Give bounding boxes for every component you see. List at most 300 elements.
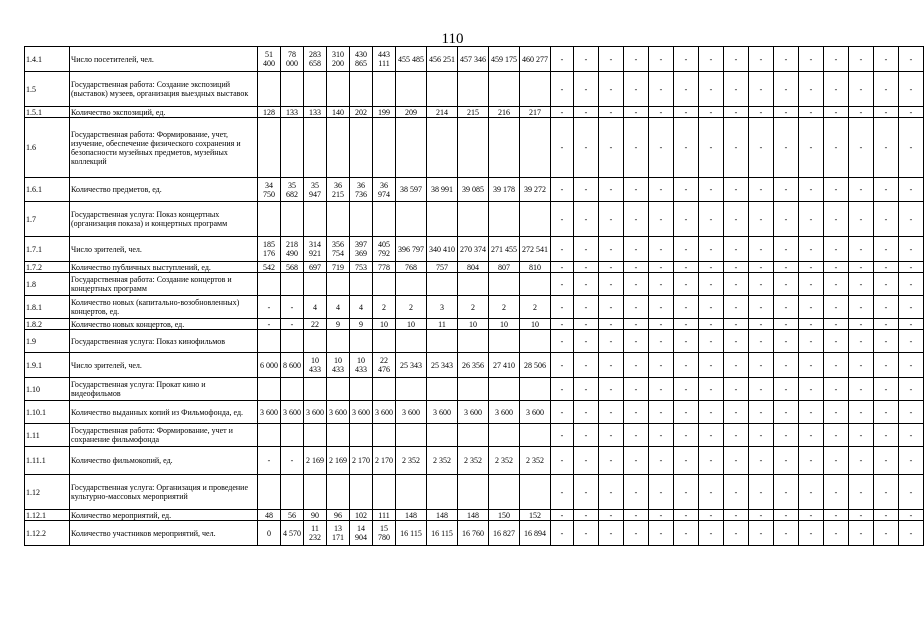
empty-period-cell: - xyxy=(624,353,649,378)
value-cell: 2 352 xyxy=(489,447,520,475)
empty-period-cell: - xyxy=(874,273,899,296)
value-cell: 27 410 xyxy=(489,353,520,378)
value-cell: 36 215 xyxy=(327,178,350,202)
row-code: 1.10.1 xyxy=(25,401,70,424)
empty-period-cell: - xyxy=(674,202,699,237)
value-cell xyxy=(350,273,373,296)
value-cell: 3 600 xyxy=(427,401,458,424)
empty-period-cell: - xyxy=(874,72,899,107)
empty-period-cell: - xyxy=(574,47,599,72)
empty-period-cell: - xyxy=(551,178,574,202)
empty-period-cell: - xyxy=(599,47,624,72)
empty-period-cell: - xyxy=(551,273,574,296)
value-cell: 148 xyxy=(427,510,458,521)
value-cell xyxy=(427,378,458,401)
empty-period-cell: - xyxy=(649,118,674,178)
value-cell xyxy=(304,424,327,447)
empty-period-cell: - xyxy=(699,72,724,107)
value-cell: 0 xyxy=(258,521,281,546)
value-cell: 39 085 xyxy=(458,178,489,202)
empty-period-cell: - xyxy=(724,475,749,510)
row-code: 1.9 xyxy=(25,330,70,353)
value-cell: 568 xyxy=(281,262,304,273)
empty-period-cell: - xyxy=(749,47,774,72)
empty-period-cell: - xyxy=(874,475,899,510)
empty-period-cell: - xyxy=(849,378,874,401)
table-row xyxy=(25,330,924,353)
empty-period-cell: - xyxy=(699,262,724,273)
value-cell xyxy=(489,118,520,178)
empty-period-cell: - xyxy=(724,107,749,118)
empty-period-cell: - xyxy=(874,118,899,178)
row-indicator-name: Число посетителей, чел. xyxy=(70,47,258,72)
value-cell: 778 xyxy=(373,262,396,273)
row-code: 1.8.1 xyxy=(25,296,70,319)
empty-period-cell: - xyxy=(749,401,774,424)
empty-period-cell: - xyxy=(799,47,824,72)
empty-period-cell: - xyxy=(849,107,874,118)
empty-period-cell: - xyxy=(624,378,649,401)
empty-period-cell: - xyxy=(599,262,624,273)
empty-period-cell: - xyxy=(599,353,624,378)
value-cell xyxy=(520,72,551,107)
empty-period-cell: - xyxy=(824,118,849,178)
value-cell xyxy=(489,273,520,296)
value-cell xyxy=(373,72,396,107)
empty-period-cell: - xyxy=(874,296,899,319)
empty-period-cell: - xyxy=(724,378,749,401)
empty-period-cell: - xyxy=(674,424,699,447)
value-cell: 16 894 xyxy=(520,521,551,546)
value-cell: 2 xyxy=(396,296,427,319)
empty-period-cell: - xyxy=(599,118,624,178)
empty-period-cell: - xyxy=(699,401,724,424)
empty-period-cell: - xyxy=(774,353,799,378)
value-cell: 2 170 xyxy=(350,447,373,475)
value-cell: 8 600 xyxy=(281,353,304,378)
empty-period-cell: - xyxy=(849,202,874,237)
empty-period-cell: - xyxy=(774,424,799,447)
empty-period-cell: - xyxy=(799,447,824,475)
empty-period-cell: - xyxy=(899,401,924,424)
row-code: 1.7.2 xyxy=(25,262,70,273)
empty-period-cell: - xyxy=(551,47,574,72)
empty-period-cell: - xyxy=(899,353,924,378)
empty-period-cell: - xyxy=(899,237,924,262)
empty-period-cell: - xyxy=(649,47,674,72)
row-indicator-name: Государственная услуга: Организация и проведение культурно-массовых мероприятий xyxy=(70,475,258,510)
value-cell xyxy=(520,118,551,178)
empty-period-cell: - xyxy=(699,47,724,72)
value-cell xyxy=(458,202,489,237)
empty-period-cell: - xyxy=(624,273,649,296)
row-code: 1.11 xyxy=(25,424,70,447)
empty-period-cell: - xyxy=(749,107,774,118)
value-cell xyxy=(396,273,427,296)
empty-period-cell: - xyxy=(824,447,849,475)
value-cell: 459 175 xyxy=(489,47,520,72)
row-indicator-name: Количество участников мероприятий, чел. xyxy=(70,521,258,546)
empty-period-cell: - xyxy=(849,424,874,447)
empty-period-cell: - xyxy=(674,237,699,262)
value-cell: 96 xyxy=(327,510,350,521)
empty-period-cell: - xyxy=(551,319,574,330)
empty-period-cell: - xyxy=(649,353,674,378)
empty-period-cell: - xyxy=(799,72,824,107)
value-cell xyxy=(396,72,427,107)
value-cell: 2 xyxy=(373,296,396,319)
empty-period-cell: - xyxy=(824,475,849,510)
row-indicator-name: Количество мероприятий, ед. xyxy=(70,510,258,521)
value-cell: 804 xyxy=(458,262,489,273)
value-cell: 152 xyxy=(520,510,551,521)
value-cell xyxy=(427,475,458,510)
value-cell xyxy=(281,378,304,401)
value-cell: 26 356 xyxy=(458,353,489,378)
empty-period-cell: - xyxy=(624,424,649,447)
value-cell xyxy=(489,424,520,447)
empty-period-cell: - xyxy=(574,424,599,447)
empty-period-cell: - xyxy=(574,378,599,401)
value-cell: 757 xyxy=(427,262,458,273)
value-cell: 218 490 xyxy=(281,237,304,262)
value-cell: 10 433 xyxy=(327,353,350,378)
value-cell xyxy=(396,118,427,178)
empty-period-cell: - xyxy=(724,401,749,424)
value-cell xyxy=(350,475,373,510)
empty-period-cell: - xyxy=(899,424,924,447)
value-cell xyxy=(258,273,281,296)
row-code: 1.12 xyxy=(25,475,70,510)
value-cell: 768 xyxy=(396,262,427,273)
empty-period-cell: - xyxy=(624,118,649,178)
value-cell: 3 600 xyxy=(373,401,396,424)
empty-period-cell: - xyxy=(599,237,624,262)
value-cell: 753 xyxy=(350,262,373,273)
empty-period-cell: - xyxy=(749,202,774,237)
empty-period-cell: - xyxy=(899,118,924,178)
empty-period-cell: - xyxy=(799,296,824,319)
row-code: 1.12.1 xyxy=(25,510,70,521)
empty-period-cell: - xyxy=(699,447,724,475)
value-cell xyxy=(373,202,396,237)
value-cell: 34 750 xyxy=(258,178,281,202)
empty-period-cell: - xyxy=(774,72,799,107)
table-row xyxy=(25,475,924,510)
value-cell: 4 xyxy=(327,296,350,319)
value-cell xyxy=(350,424,373,447)
empty-period-cell: - xyxy=(849,510,874,521)
empty-period-cell: - xyxy=(799,475,824,510)
empty-period-cell: - xyxy=(599,447,624,475)
empty-period-cell: - xyxy=(824,353,849,378)
empty-period-cell: - xyxy=(874,202,899,237)
value-cell xyxy=(350,72,373,107)
table-row xyxy=(25,262,924,273)
empty-period-cell: - xyxy=(551,202,574,237)
empty-period-cell: - xyxy=(899,202,924,237)
row-indicator-name: Государственная работа: Формирование, учет, изучение, обеспечение физического сохранения и безопасности музейных предметов, музейных коллекций xyxy=(70,118,258,178)
row-indicator-name: Количество новых (капитально-возобновленных) концертов, ед. xyxy=(70,296,258,319)
empty-period-cell: - xyxy=(574,237,599,262)
empty-period-cell: - xyxy=(674,178,699,202)
row-code: 1.7.1 xyxy=(25,237,70,262)
value-cell: 35 947 xyxy=(304,178,327,202)
empty-period-cell: - xyxy=(624,319,649,330)
empty-period-cell: - xyxy=(724,447,749,475)
value-cell: 150 xyxy=(489,510,520,521)
value-cell: 102 xyxy=(350,510,373,521)
table-row xyxy=(25,353,924,378)
empty-period-cell: - xyxy=(749,353,774,378)
empty-period-cell: - xyxy=(699,237,724,262)
empty-period-cell: - xyxy=(624,447,649,475)
value-cell: 3 600 xyxy=(281,401,304,424)
value-cell: 3 xyxy=(427,296,458,319)
value-cell xyxy=(373,424,396,447)
value-cell: 2 352 xyxy=(520,447,551,475)
empty-period-cell: - xyxy=(874,178,899,202)
value-cell xyxy=(304,475,327,510)
empty-period-cell: - xyxy=(899,378,924,401)
empty-period-cell: - xyxy=(551,237,574,262)
row-indicator-name: Количество новых концертов, ед. xyxy=(70,319,258,330)
empty-period-cell: - xyxy=(551,510,574,521)
empty-period-cell: - xyxy=(849,262,874,273)
value-cell: 270 374 xyxy=(458,237,489,262)
value-cell: 90 xyxy=(304,510,327,521)
empty-period-cell: - xyxy=(899,107,924,118)
empty-period-cell: - xyxy=(774,521,799,546)
empty-period-cell: - xyxy=(551,424,574,447)
empty-period-cell: - xyxy=(899,296,924,319)
value-cell xyxy=(520,330,551,353)
value-cell: 78 000 xyxy=(281,47,304,72)
value-cell: 810 xyxy=(520,262,551,273)
empty-period-cell: - xyxy=(649,178,674,202)
value-cell: 11 xyxy=(427,319,458,330)
empty-period-cell: - xyxy=(624,475,649,510)
value-cell xyxy=(458,273,489,296)
empty-period-cell: - xyxy=(674,296,699,319)
table-row xyxy=(25,72,924,107)
empty-period-cell: - xyxy=(624,262,649,273)
empty-period-cell: - xyxy=(649,107,674,118)
row-code: 1.5.1 xyxy=(25,107,70,118)
empty-period-cell: - xyxy=(624,72,649,107)
empty-period-cell: - xyxy=(799,178,824,202)
empty-period-cell: - xyxy=(874,521,899,546)
value-cell: 2 xyxy=(458,296,489,319)
empty-period-cell: - xyxy=(551,378,574,401)
empty-period-cell: - xyxy=(799,118,824,178)
value-cell xyxy=(281,424,304,447)
empty-period-cell: - xyxy=(874,330,899,353)
empty-period-cell: - xyxy=(649,475,674,510)
page-number: 110 xyxy=(441,31,464,47)
value-cell xyxy=(304,273,327,296)
empty-period-cell: - xyxy=(774,378,799,401)
empty-period-cell: - xyxy=(774,475,799,510)
empty-period-cell: - xyxy=(551,72,574,107)
value-cell xyxy=(458,118,489,178)
value-cell: 38 597 xyxy=(396,178,427,202)
empty-period-cell: - xyxy=(824,47,849,72)
value-cell: 35 682 xyxy=(281,178,304,202)
empty-period-cell: - xyxy=(874,424,899,447)
value-cell: 2 169 xyxy=(327,447,350,475)
value-cell: 16 115 xyxy=(427,521,458,546)
empty-period-cell: - xyxy=(699,521,724,546)
empty-period-cell: - xyxy=(599,521,624,546)
row-code: 1.4.1 xyxy=(25,47,70,72)
empty-period-cell: - xyxy=(874,262,899,273)
empty-period-cell: - xyxy=(849,237,874,262)
empty-period-cell: - xyxy=(824,237,849,262)
value-cell: 396 797 xyxy=(396,237,427,262)
value-cell: 16 760 xyxy=(458,521,489,546)
value-cell xyxy=(327,475,350,510)
row-code: 1.10 xyxy=(25,378,70,401)
empty-period-cell: - xyxy=(649,521,674,546)
empty-period-cell: - xyxy=(649,273,674,296)
row-indicator-name: Государственная услуга: Показ концертных (организация показа) и концертных программ xyxy=(70,202,258,237)
empty-period-cell: - xyxy=(699,475,724,510)
empty-period-cell: - xyxy=(774,296,799,319)
empty-period-cell: - xyxy=(874,353,899,378)
table-row xyxy=(25,447,924,475)
value-cell xyxy=(281,202,304,237)
value-cell: 2 352 xyxy=(458,447,489,475)
empty-period-cell: - xyxy=(724,330,749,353)
value-cell: 202 xyxy=(350,107,373,118)
empty-period-cell: - xyxy=(849,475,874,510)
value-cell xyxy=(258,202,281,237)
empty-period-cell: - xyxy=(774,178,799,202)
row-code: 1.9.1 xyxy=(25,353,70,378)
empty-period-cell: - xyxy=(674,107,699,118)
empty-period-cell: - xyxy=(599,319,624,330)
value-cell: 199 xyxy=(373,107,396,118)
value-cell: 13 171 xyxy=(327,521,350,546)
value-cell: 310 200 xyxy=(327,47,350,72)
empty-period-cell: - xyxy=(599,72,624,107)
empty-period-cell: - xyxy=(774,118,799,178)
value-cell xyxy=(258,424,281,447)
empty-period-cell: - xyxy=(649,262,674,273)
row-indicator-name: Количество публичных выступлений, ед. xyxy=(70,262,258,273)
empty-period-cell: - xyxy=(849,521,874,546)
empty-period-cell: - xyxy=(674,330,699,353)
empty-period-cell: - xyxy=(774,107,799,118)
empty-period-cell: - xyxy=(649,237,674,262)
value-cell: 314 921 xyxy=(304,237,327,262)
value-cell: 456 251 xyxy=(427,47,458,72)
row-code: 1.6 xyxy=(25,118,70,178)
empty-period-cell: - xyxy=(799,273,824,296)
empty-period-cell: - xyxy=(749,273,774,296)
table-row xyxy=(25,319,924,330)
value-cell: 4 570 xyxy=(281,521,304,546)
row-indicator-name: Государственная работа: Создание концертов и концертных программ xyxy=(70,273,258,296)
value-cell: 405 792 xyxy=(373,237,396,262)
empty-period-cell: - xyxy=(774,273,799,296)
empty-period-cell: - xyxy=(849,319,874,330)
empty-period-cell: - xyxy=(599,475,624,510)
value-cell xyxy=(396,475,427,510)
row-indicator-name: Количество предметов, ед. xyxy=(70,178,258,202)
empty-period-cell: - xyxy=(699,378,724,401)
value-cell: 697 xyxy=(304,262,327,273)
empty-period-cell: - xyxy=(724,424,749,447)
empty-period-cell: - xyxy=(699,118,724,178)
empty-period-cell: - xyxy=(574,401,599,424)
value-cell: 3 600 xyxy=(350,401,373,424)
empty-period-cell: - xyxy=(749,118,774,178)
empty-period-cell: - xyxy=(824,510,849,521)
empty-period-cell: - xyxy=(674,475,699,510)
empty-period-cell: - xyxy=(799,202,824,237)
value-cell: 2 169 xyxy=(304,447,327,475)
row-indicator-name: Количество фильмокопий, ед. xyxy=(70,447,258,475)
value-cell: 2 xyxy=(520,296,551,319)
empty-period-cell: - xyxy=(674,118,699,178)
value-cell: 272 541 xyxy=(520,237,551,262)
value-cell: 215 xyxy=(458,107,489,118)
empty-period-cell: - xyxy=(899,319,924,330)
value-cell: 3 600 xyxy=(396,401,427,424)
value-cell: 457 346 xyxy=(458,47,489,72)
table-row xyxy=(25,107,924,118)
value-cell xyxy=(489,475,520,510)
empty-period-cell: - xyxy=(899,521,924,546)
empty-period-cell: - xyxy=(551,353,574,378)
empty-period-cell: - xyxy=(699,510,724,521)
empty-period-cell: - xyxy=(824,273,849,296)
empty-period-cell: - xyxy=(724,353,749,378)
empty-period-cell: - xyxy=(799,107,824,118)
empty-period-cell: - xyxy=(874,107,899,118)
empty-period-cell: - xyxy=(749,521,774,546)
empty-period-cell: - xyxy=(699,107,724,118)
empty-period-cell: - xyxy=(824,262,849,273)
empty-period-cell: - xyxy=(724,202,749,237)
value-cell: 38 991 xyxy=(427,178,458,202)
value-cell: 39 178 xyxy=(489,178,520,202)
empty-period-cell: - xyxy=(699,353,724,378)
value-cell xyxy=(281,273,304,296)
empty-period-cell: - xyxy=(724,262,749,273)
empty-period-cell: - xyxy=(551,262,574,273)
empty-period-cell: - xyxy=(624,107,649,118)
value-cell xyxy=(427,273,458,296)
empty-period-cell: - xyxy=(799,330,824,353)
row-code: 1.5 xyxy=(25,72,70,107)
table-row xyxy=(25,237,924,262)
value-cell: 3 600 xyxy=(327,401,350,424)
value-cell: 10 xyxy=(520,319,551,330)
empty-period-cell: - xyxy=(574,178,599,202)
table-row xyxy=(25,378,924,401)
empty-period-cell: - xyxy=(799,521,824,546)
empty-period-cell: - xyxy=(674,72,699,107)
empty-period-cell: - xyxy=(874,47,899,72)
value-cell: 807 xyxy=(489,262,520,273)
value-cell: 148 xyxy=(458,510,489,521)
empty-period-cell: - xyxy=(899,72,924,107)
value-cell: 28 506 xyxy=(520,353,551,378)
value-cell xyxy=(327,118,350,178)
